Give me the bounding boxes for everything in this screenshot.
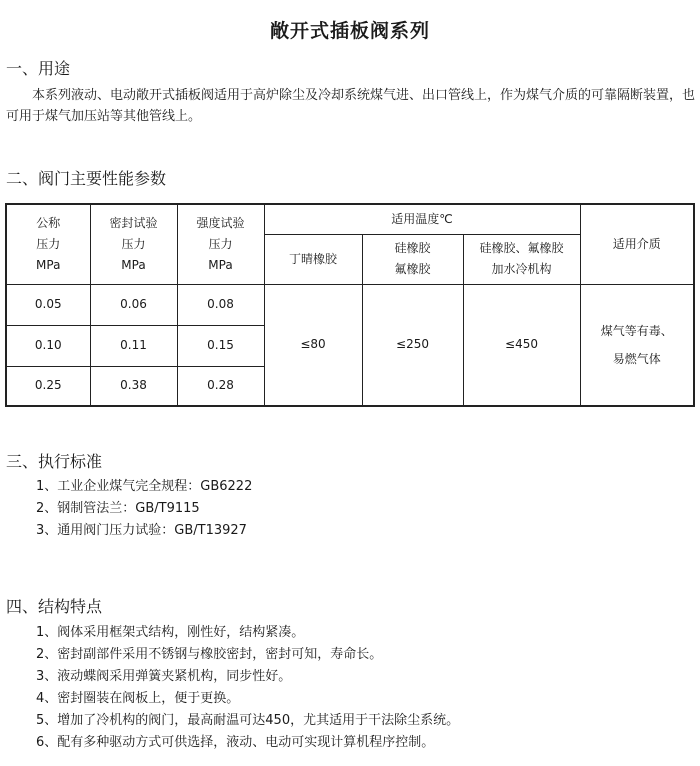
medium-cell: 煤气等有毒、 易燃气体 bbox=[580, 284, 694, 406]
temp-nitrile-cell: ≤80 bbox=[264, 284, 362, 406]
nominal-pressure-cell: 0.10 bbox=[6, 325, 90, 366]
features-list bbox=[36, 622, 459, 754]
usage-text: 本系列液动、电动敞开式插板阀适用于高炉除尘及冷却系统煤气进、出口管线上，作为煤气介质的可靠隔断装置，也可用于煤气加压站等其他管线上。 bbox=[6, 88, 696, 124]
strength-pressure-cell: 0.08 bbox=[177, 284, 264, 325]
header-seal-test-pressure: 密封试验 压力 MPa bbox=[90, 204, 177, 284]
temp-watercooled-cell: ≤450 bbox=[463, 284, 580, 406]
list-item: 6、配有多种驱动方式可供选择，液动、电动可实现计算机程序控制。 bbox=[36, 735, 435, 750]
header-medium: 适用介质 bbox=[580, 204, 694, 284]
temp-silicone-cell: ≤250 bbox=[362, 284, 463, 406]
list-item: 1、阀体采用框架式结构，刚性好，结构紧凑。 bbox=[36, 625, 305, 640]
params-table bbox=[5, 203, 695, 407]
seal-pressure-cell: 0.11 bbox=[90, 325, 177, 366]
header-temp-watercooled: 硅橡胶、氟橡胶 加水冷机构 bbox=[463, 234, 580, 284]
list-item: 3、液动蝶阀采用弹簧夹紧机构，同步性好。 bbox=[36, 669, 292, 684]
header-temp-nitrile: 丁晴橡胶 bbox=[264, 234, 362, 284]
seal-pressure-cell: 0.06 bbox=[90, 284, 177, 325]
usage-heading: 一、用途 bbox=[6, 59, 71, 78]
list-item: 2、钢制管法兰：GB/T9115 bbox=[36, 501, 200, 516]
usage-paragraph bbox=[6, 85, 696, 127]
list-item: 5、增加了冷机构的阀门，最高耐温可达450，尤其适用于干法除尘系统。 bbox=[36, 713, 460, 728]
table-row bbox=[6, 284, 694, 325]
header-nominal-pressure: 公称 压力 MPa bbox=[6, 204, 90, 284]
nominal-pressure-cell: 0.25 bbox=[6, 366, 90, 406]
params-heading: 二、阀门主要性能参数 bbox=[6, 169, 167, 188]
list-item: 1、工业企业煤气完全规程：GB6222 bbox=[36, 479, 253, 494]
strength-pressure-cell: 0.15 bbox=[177, 325, 264, 366]
list-item: 2、密封副部件采用不锈钢与橡胶密封，密封可知，寿命长。 bbox=[36, 647, 383, 662]
standards-list bbox=[36, 476, 252, 542]
nominal-pressure-cell: 0.05 bbox=[6, 284, 90, 325]
standards-heading: 三、执行标准 bbox=[6, 452, 103, 471]
strength-pressure-cell: 0.28 bbox=[177, 366, 264, 406]
header-temperature: 适用温度℃ bbox=[264, 204, 580, 234]
page-title: 敞开式插板阀系列 bbox=[269, 20, 430, 42]
features-heading: 四、结构特点 bbox=[6, 597, 103, 616]
header-strength-test-pressure: 强度试验 压力 MPa bbox=[177, 204, 264, 284]
header-temp-silicone: 硅橡胶 氟橡胶 bbox=[362, 234, 463, 284]
seal-pressure-cell: 0.38 bbox=[90, 366, 177, 406]
list-item: 3、通用阀门压力试验：GB/T13927 bbox=[36, 523, 247, 538]
list-item: 4、密封圈装在阀板上，便于更换。 bbox=[36, 691, 240, 706]
